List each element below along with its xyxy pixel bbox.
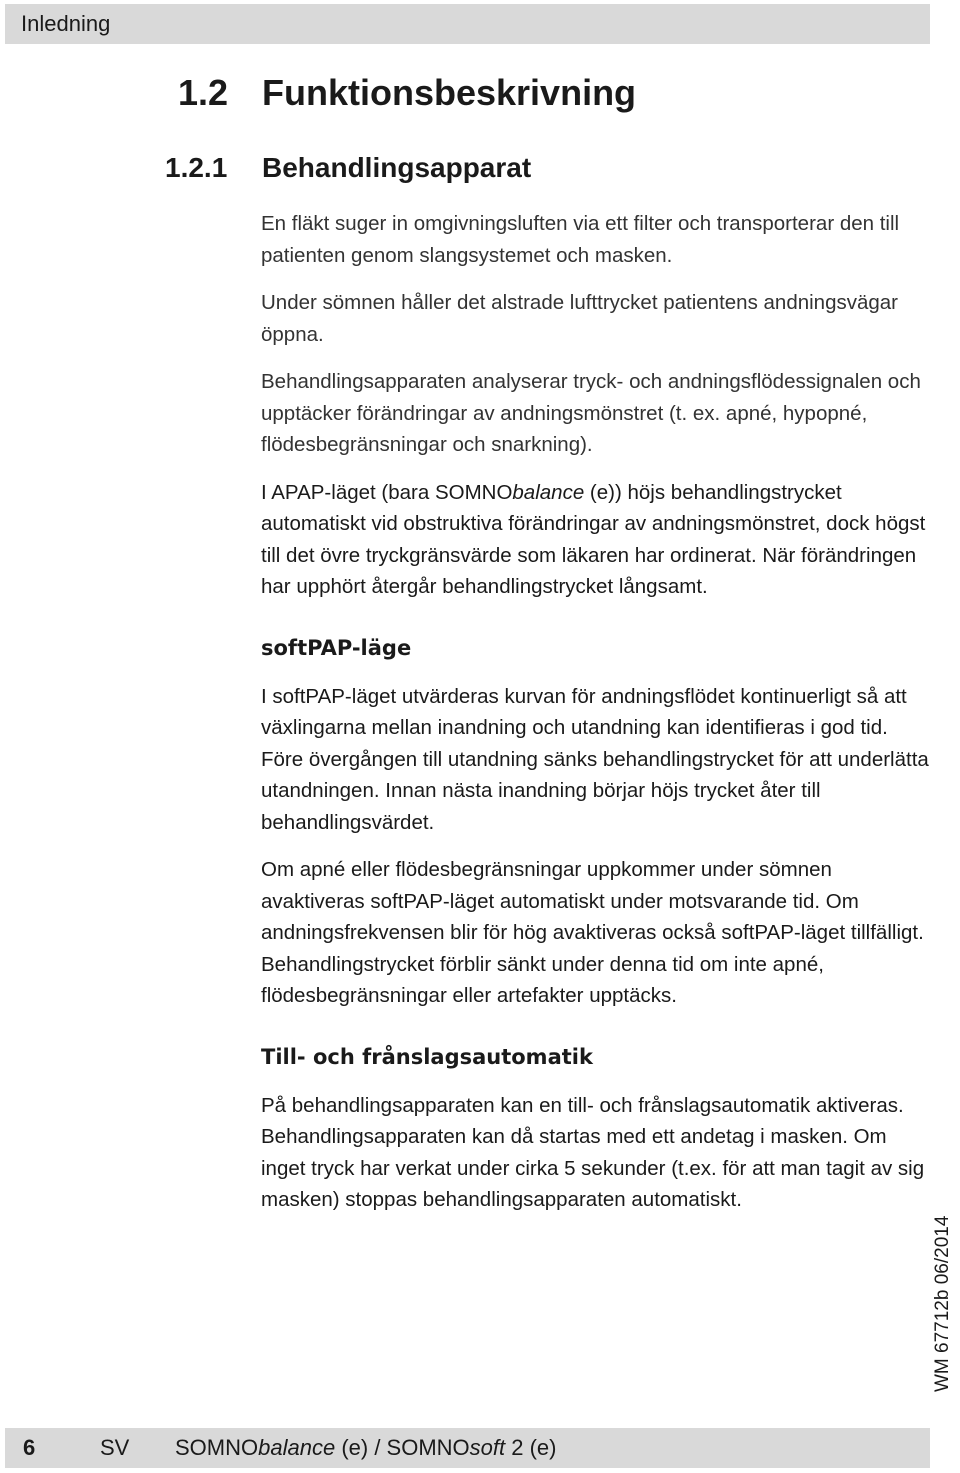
running-footer <box>5 1428 930 1468</box>
section-number: 1.2 <box>178 72 229 113</box>
subsection-heading <box>165 152 531 184</box>
subsection-number: 1.2.1 <box>165 152 228 183</box>
product-name-italic-2: soft <box>469 1435 506 1460</box>
paragraph-airways: Under sömnen håller det alstrade lufttrycket patientens andningsvägar öppna. <box>261 291 899 346</box>
header-section-label: Inledning <box>21 11 111 36</box>
document-code: WM 67712b 06/2014 <box>932 1215 953 1392</box>
paragraph-fan: En fläkt suger in omgivningsluften via ett filter och transporterar den till patienten genom slangsystemet och masken. <box>261 212 900 267</box>
running-header <box>5 4 930 44</box>
page-number: 6 <box>23 1435 36 1460</box>
apap-text-start: I APAP-läget (bara SOMNO <box>261 480 513 504</box>
section-title: Funktionsbeskrivning <box>262 72 637 113</box>
apap-text-end: (e)) höjs behandlingstrycket automatiskt vid obstruktiva förändringar av andningsmönstret, dock högst till det övre tryckgränsvärde som läkaren har ordinerat. När förändringen har upphört återgår behandlingstrycket långsamt. <box>261 480 926 598</box>
apap-text-italic: balance <box>512 480 585 504</box>
autostart-heading: Till- och frånslagsautomatik <box>261 1044 593 1069</box>
product-name-italic-1: balance <box>258 1435 336 1460</box>
paragraph-apap <box>261 477 933 603</box>
product-name-part-2: (e) / SOMNO <box>335 1435 470 1460</box>
section-heading <box>178 72 636 114</box>
paragraph-softpap-2: Om apné eller flödesbegränsningar uppkommer under sömnen avaktiveras softPAP-läget automatiskt under motsvarande tid. Om andningsfrekvensen blir för hög avaktiveras också softPAP-läget tillfälligt. Behandlingstrycket förblir sänkt under denna tid om inte apné, flödesbegränsningar eller artefakter upptäcks. <box>261 858 924 1007</box>
subsection-title: Behandlingsapparat <box>262 152 532 183</box>
body-content <box>261 208 933 1232</box>
paragraph-softpap-1: I softPAP-läget utvärderas kurvan för andningsflödet kontinuerligt så att växlingarna mellan inandning och utandning kan identifieras i god tid. Före övergången till utandning sänks behandlingstrycket för att underlätta utandningen. Innan nästa inandning börjar höjs trycket åter till behandlingsvärdet. <box>261 684 929 834</box>
product-name-part-3: 2 (e) <box>505 1435 557 1460</box>
product-name-part-1: SOMNO <box>175 1435 259 1460</box>
product-name <box>175 1435 556 1461</box>
softpap-heading: softPAP-läge <box>261 635 412 660</box>
paragraph-autostart: På behandlingsapparaten kan en till- och frånslagsautomatik aktiveras. Behandlingsapparaten kan då startas med ett andetag i masken. Om inget tryck har verkat under cirka 5 sekunder (t.ex. för att man tagit av sig masken) stoppas behandlingsapparaten automatiskt. <box>261 1093 925 1211</box>
language-code: SV <box>100 1435 130 1460</box>
paragraph-analysis: Behandlingsapparaten analyserar tryck- och andningsflödessignalen och upptäcker förändringar av andningsmönstret (t. ex. apné, hypopné, flödesbegränsningar och snarkning). <box>261 370 921 456</box>
